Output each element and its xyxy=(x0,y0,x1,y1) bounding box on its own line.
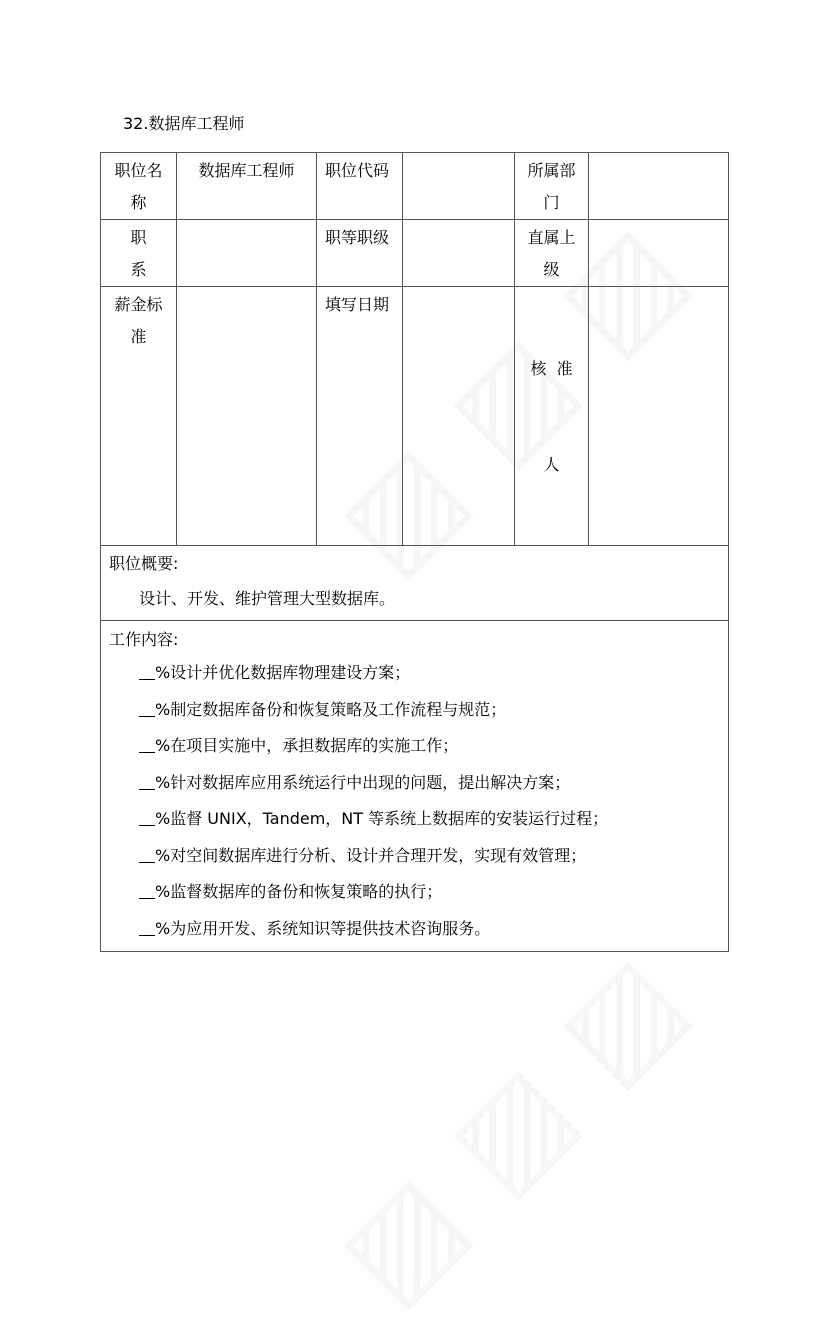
position-code-value xyxy=(403,153,515,220)
job-family-value xyxy=(177,220,317,287)
direct-supervisor-label: 直属上 级 xyxy=(515,220,589,287)
summary-text: 设计、开发、维护管理大型数据库。 xyxy=(139,589,396,608)
list-item: %监督 UNIX，Tandem，NT 等系统上数据库的安装运行过程； xyxy=(139,801,720,838)
department-label: 所属部 门 xyxy=(515,153,589,220)
table-row xyxy=(101,153,729,220)
approver-value xyxy=(589,287,729,546)
position-name-label: 职位名 称 xyxy=(101,153,177,220)
position-name-value: 数据库工程师 xyxy=(177,153,317,220)
summary-heading: 职位概要: xyxy=(109,554,179,573)
list-item: %制定数据库备份和恢复策略及工作流程与规范； xyxy=(139,692,720,729)
duties-heading: 工作内容: xyxy=(109,630,179,649)
list-item: %对空间数据库进行分析、设计并合理开发，实现有效管理； xyxy=(139,838,720,875)
salary-standard-value xyxy=(177,287,317,546)
list-item: %针对数据库应用系统运行中出现的问题，提出解决方案； xyxy=(139,765,720,802)
job-description-table xyxy=(100,152,729,952)
watermark xyxy=(313,931,711,1328)
grade-level-label: 职等职级 xyxy=(317,220,403,287)
table-row xyxy=(101,621,729,952)
job-duties xyxy=(101,621,729,952)
position-code-label: 职位代码 xyxy=(317,153,403,220)
approver-label: 核 准 人 xyxy=(515,287,589,546)
grade-level-value xyxy=(403,220,515,287)
department-value xyxy=(589,153,729,220)
fill-date-label: 填写日期 xyxy=(317,287,403,546)
direct-supervisor-value xyxy=(589,220,729,287)
document-title: 32.数据库工程师 xyxy=(123,114,245,133)
duty-list xyxy=(109,655,720,947)
fill-date-value xyxy=(403,287,515,546)
table-row xyxy=(101,546,729,621)
position-summary xyxy=(101,546,729,621)
job-family-label: 职 系 xyxy=(101,220,177,287)
list-item: %设计并优化数据库物理建设方案； xyxy=(139,655,720,692)
list-item: %监督数据库的备份和恢复策略的执行； xyxy=(139,874,720,911)
list-item: %在项目实施中，承担数据库的实施工作； xyxy=(139,728,720,765)
table-row xyxy=(101,287,729,546)
salary-standard-label: 薪金标 准 xyxy=(101,287,177,546)
table-row xyxy=(101,220,729,287)
list-item: %为应用开发、系统知识等提供技术咨询服务。 xyxy=(139,911,720,948)
